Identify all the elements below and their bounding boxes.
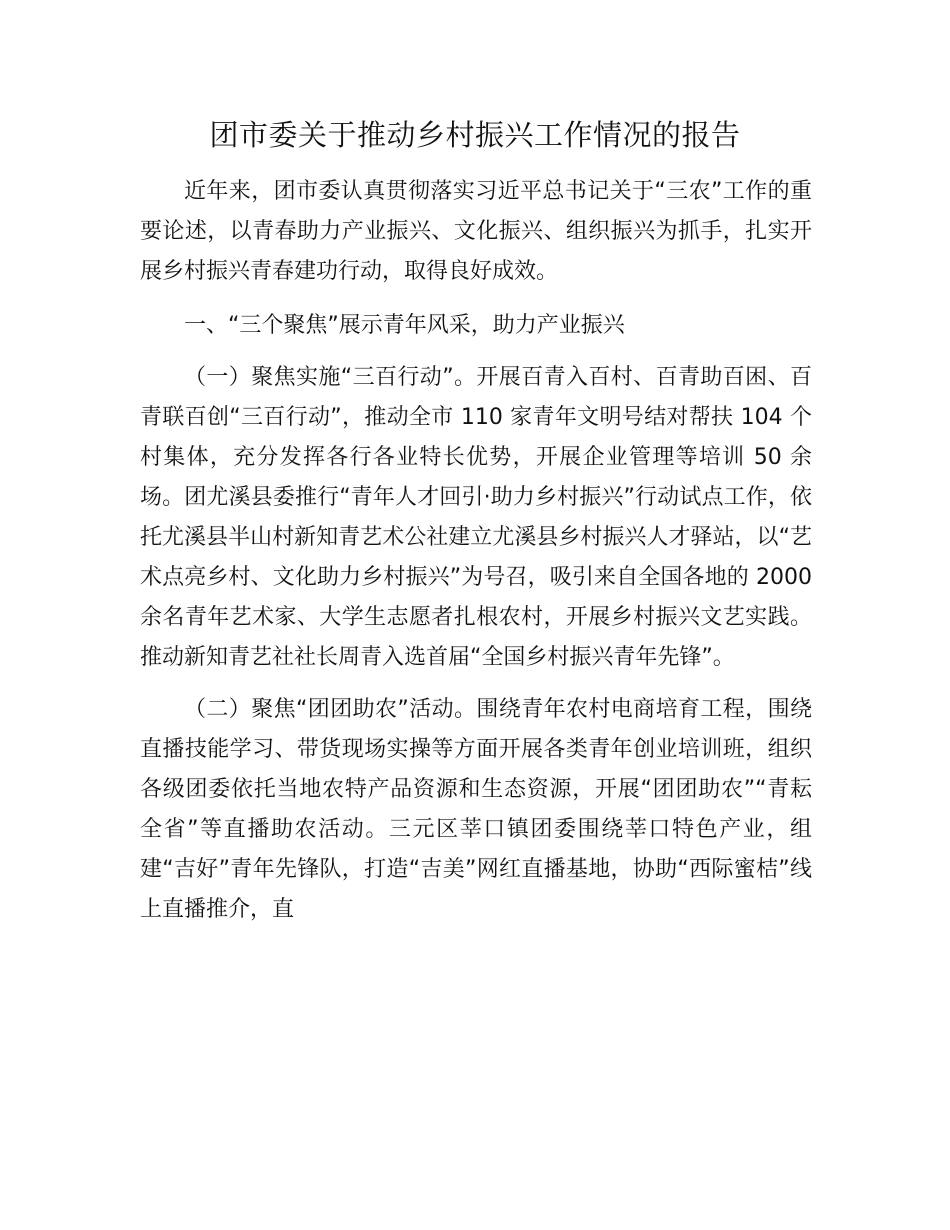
subsection-paragraph: （二）聚焦“团团助农”活动。围绕青年农村电商培育工程，围绕直播技能学习、带货现场实操等方面开展各类青年创业培训班，组织各级团委依托当地农特产品资源和生态资源，开展“团团助农”“青耘全省”等直播助农活动。三元区莘口镇团委围绕莘口特色产业，组建“吉好”青年先锋队，打造“吉美”网红直播基地，协助“西际蜜桔”线上直播推介，直 [140,697,812,922]
document-body [140,172,812,930]
subsection-paragraph: （一）聚焦实施“三百行动”。开展百青入百村、百青助百困、百青联百创“三百行动”，推动全市 110 家青年文明号结对帮扶 104 个村集体，充分发挥各行各业特长优势，开展企业管理等培训 50 余场。团尤溪县委推行“青年人才回引·助力乡村振兴”行动试点工作，依托尤溪县半山村新知青艺术公社建立尤溪县乡村振兴人才驿站，以“艺术点亮乡村、文化助力乡村振兴”为号召，吸引来自全国各地的 2000 余名青年艺术家、大学生志愿者扎根农村，开展乡村振兴文艺实践。推动新知青艺社社长周青入选首届“全国乡村振兴青年先锋”。 [140,365,812,670]
section-heading: 一、“三个聚焦”展示青年风采，助力产业振兴 [184,313,625,338]
intro-paragraph: 近年来，团市委认真贯彻落实习近平总书记关于“三农”工作的重要论述，以青春助力产业振兴、文化振兴、组织振兴为抓手，扎实开展乡村振兴青春建功行动，取得良好成效。 [140,179,812,284]
document-title: 团市委关于推动乡村振兴工作情况的报告 [209,118,741,152]
